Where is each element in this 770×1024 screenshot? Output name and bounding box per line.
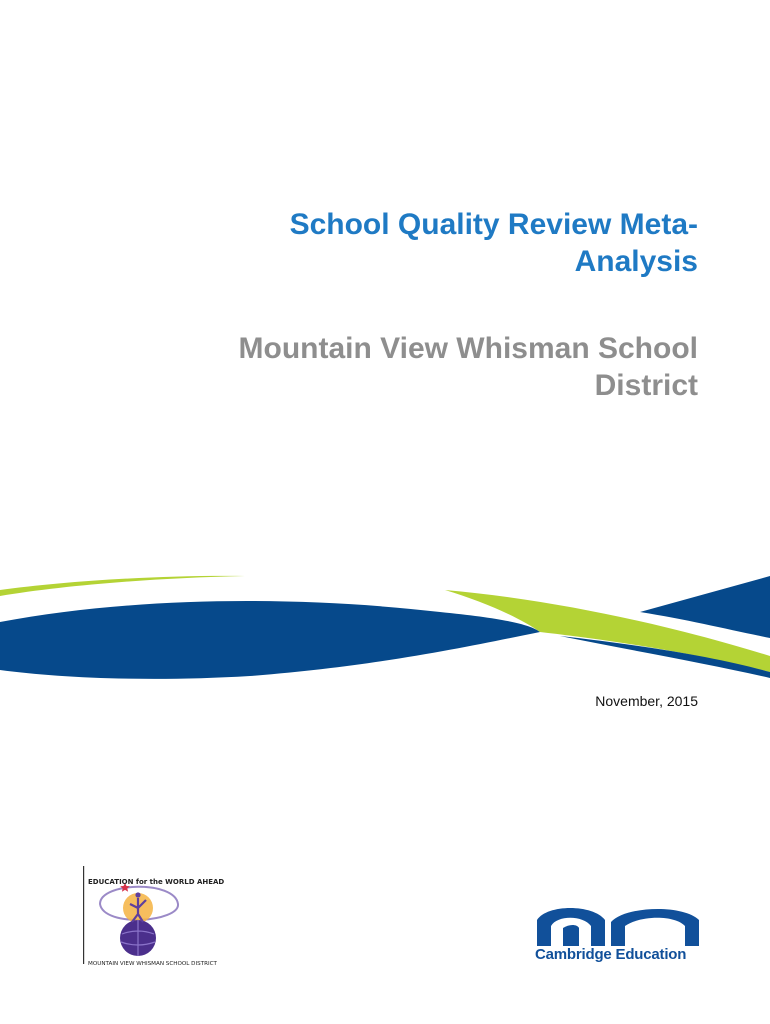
district-name-line-1: Mountain View Whisman School [238, 332, 698, 365]
swoosh-navy-wave [0, 601, 540, 679]
report-title-line-1: School Quality Review Meta- [289, 208, 698, 241]
decorative-swoosh [0, 560, 770, 690]
cambridge-education-name: Cambridge Education [535, 946, 687, 963]
district-logo [80, 862, 225, 968]
cambridge-arch-3 [563, 925, 579, 946]
report-title-line-2: Analysis [574, 245, 698, 278]
logo-arc-top-text: EDUCATION for the WORLD AHEAD [88, 878, 225, 886]
report-date: November, 2015 [595, 693, 698, 709]
district-name-line-2: District [594, 369, 698, 402]
swoosh-lime-top-left [0, 576, 245, 596]
cambridge-arch-2 [611, 909, 699, 946]
logo-left-rule [83, 866, 84, 964]
report-title [138, 206, 698, 280]
logo-figure-head [135, 892, 140, 897]
cambridge-education-mark [533, 906, 703, 946]
district-name [98, 330, 698, 404]
logo-arc-bottom-text: MOUNTAIN VIEW WHISMAN SCHOOL DISTRICT [88, 961, 217, 967]
